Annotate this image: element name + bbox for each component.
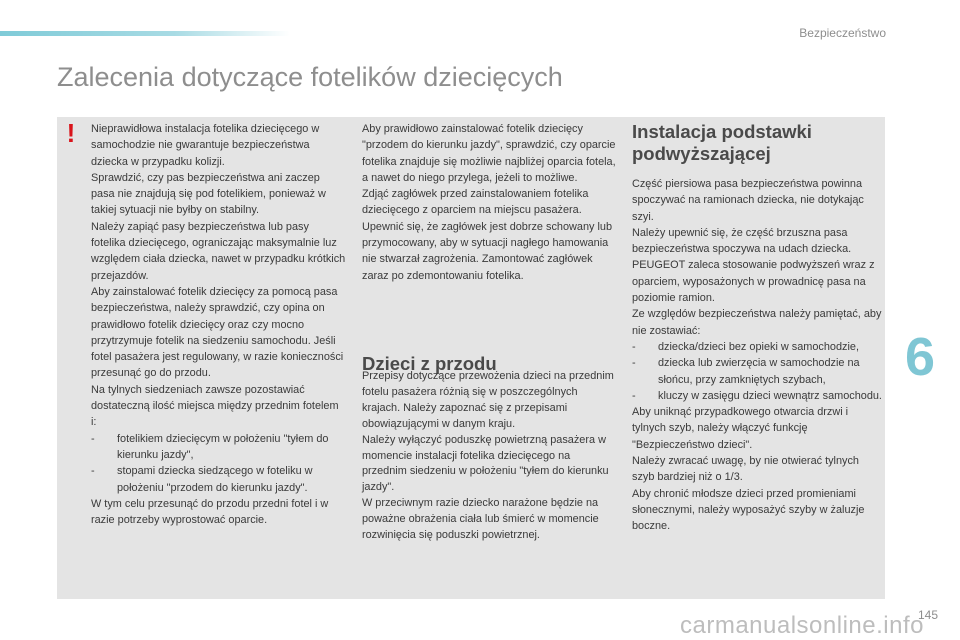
- headrest-column: [362, 121, 617, 284]
- paragraph: Aby chronić młodsze dzieci przed promieniami słonecznymi, należy wyposażyć szyby w żaluzje boczne.: [632, 487, 865, 533]
- watermark: carmanualsonline.info: [680, 612, 924, 639]
- paragraph: Upewnić się, że zagłówek jest dobrze schowany lub przymocowany, aby w sytuacji nagłego hamowania nie stwarzał zagrożenia. Zamontować zagłówek zaraz po zdemontowaniu fotelika.: [362, 220, 613, 282]
- paragraph: Aby uniknąć przypadkowego otwarcia drzwi i tylnych szyb, należy włączyć funkcję "Bezpieczeństwo dzieci".: [632, 406, 849, 451]
- list-text: kluczy w zasięgu dzieci wewnątrz samochodu.: [658, 389, 882, 402]
- exclamation-icon: !: [66, 118, 76, 148]
- list-dash: -: [632, 357, 636, 370]
- paragraph: W przeciwnym razie dziecko narażone będzie na poważne obrażenia ciała lub śmierć w momencie rozwinięcia się poduszki powietrznej.: [362, 497, 599, 542]
- paragraph: Sprawdzić, czy pas bezpieczeństwa ani zaczep pasa nie znajdują się pod fotelikiem, ponieważ w takiej sytuacji nie byłby on stabilny.: [91, 171, 326, 217]
- list-dash: -: [91, 465, 95, 478]
- heading-front-children: Dzieci z przodu: [362, 353, 497, 374]
- heading-booster-seat: Instalacja podstawki podwyższającej: [632, 121, 812, 164]
- list-item: [632, 388, 882, 404]
- paragraph: Ze względów bezpieczeństwa należy pamiętać, aby nie zostawiać:: [632, 308, 882, 337]
- paragraph: Zdjąć zagłówek przed zainstalowaniem fotelika dziecięcego z oparciem na miejscu pasażera.: [362, 188, 589, 217]
- header-accent-bar: [0, 31, 290, 36]
- paragraph: Należy zapiąć pasy bezpieczeństwa lub pasy fotelika dziecięcego, ograniczając maksymalnie luz względem ciała dziecka, nawet w przypadku krótkich przejazdów.: [91, 220, 346, 282]
- list-item: [91, 463, 346, 496]
- paragraph: W tym celu przesunąć do przodu przedni fotel i w razie potrzeby wyprostować oparcie.: [91, 497, 329, 527]
- paragraph: Nieprawidłowa instalacja fotelika dziecięcego w samochodzie nie gwarantuje bezpieczeństwa dziecka w przypadku kolizji.: [91, 123, 320, 168]
- paragraph: Należy wyłączyć poduszkę powietrzną pasażera w momencie instalacji fotelika dziecięcego na przednim siedzeniu w położeniu "tyłem do kierunku jazdy".: [362, 433, 609, 494]
- front-children-column: [362, 369, 617, 544]
- booster-seat-column: [632, 176, 882, 535]
- page-title: Zalecenia dotyczące fotelików dziecięcych: [57, 62, 563, 92]
- paragraph: Na tylnych siedzeniach zawsze pozostawiać dostateczną ilość miejsca między przednim fotelem i:: [91, 383, 339, 429]
- list-dash: -: [632, 340, 636, 353]
- list-text: dziecka lub zwierzęcia w samochodzie na słońcu, przy zamkniętych szybach,: [658, 357, 860, 386]
- list-text: stopami dziecka siedzącego w foteliku w położeniu "przodem do kierunku jazdy".: [117, 465, 313, 494]
- warning-column: [91, 121, 346, 528]
- list-dash: -: [91, 432, 95, 445]
- list-item: [91, 431, 346, 464]
- page-number: 145: [917, 608, 938, 622]
- list-text: fotelikiem dziecięcym w położeniu "tyłem do kierunku jazdy",: [117, 432, 329, 461]
- paragraph: Część piersiowa pasa bezpieczeństwa powinna spoczywać na ramionach dziecka, nie dotykając szyi.: [632, 178, 864, 223]
- paragraph: PEUGEOT zaleca stosowanie podwyższeń wraz z oparciem, wyposażonych w prowadnicę pasa na poziomie ramion.: [632, 259, 875, 305]
- list-item: [632, 339, 882, 355]
- list-item: [632, 355, 882, 388]
- paragraph: Aby prawidłowo zainstalować fotelik dziecięcy "przodem do kierunku jazdy", sprawdzić, czy oparcie fotelika znajduje się możliwie najbliżej oparcia fotela, a nawet do niego przylega, jeżeli to możliwe.: [362, 123, 616, 184]
- paragraph: Należy upewnić się, że część brzuszna pasa bezpieczeństwa spoczywa na udach dziecka.: [632, 226, 852, 256]
- list-dash: -: [632, 389, 636, 402]
- paragraph: Przepisy dotyczące przewożenia dzieci na przednim fotelu pasażera różnią się w poszczególnych krajach. Należy zapoznać się z przepisami obowiązującymi w danym kraju.: [362, 370, 614, 430]
- chapter-number: 6: [905, 327, 936, 387]
- section-header: Bezpieczeństwo: [799, 26, 886, 40]
- list-text: dziecka/dzieci bez opieki w samochodzie,: [658, 340, 859, 353]
- paragraph: Należy zwracać uwagę, by nie otwierać tylnych szyb bardziej niż o 1/3.: [632, 455, 859, 484]
- paragraph: Aby zainstalować fotelik dziecięcy za pomocą pasa bezpieczeństwa, należy sprawdzić, czy opina on prawidłowo fotelik dziecięcy oraz czy mocno przytrzymuje fotelik na siedzeniu samochodu. Jeśli fotel pasażera jest regulowany, w razie konieczności przesunąć go do przodu.: [91, 285, 344, 380]
